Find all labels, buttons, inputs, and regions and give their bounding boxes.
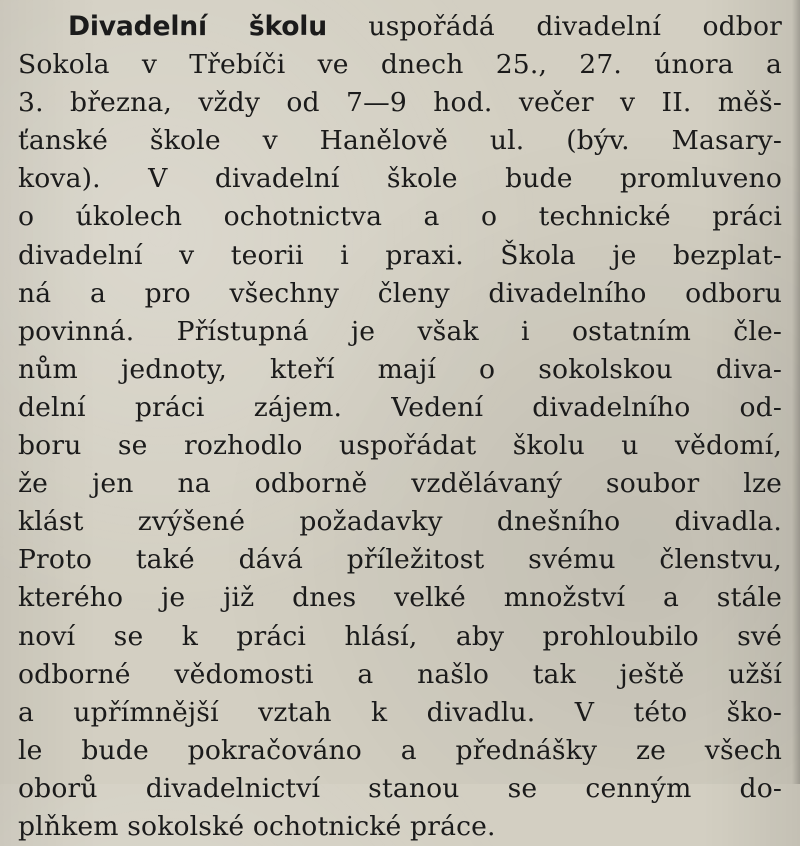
text-line-3: 3. března, vždy od 7—9 hod. večer v II. měš- — [18, 87, 782, 119]
text-line-1-rest: uspořádá divadelní odbor — [326, 11, 782, 42]
text-line-1 — [18, 8, 782, 46]
text-line-9: povinná. Přístupná je však i ostatním čle- — [18, 315, 782, 347]
text-line-18: odborné vědomosti a našlo tak ještě užší — [18, 658, 782, 690]
text-line-17: noví se k práci hlásí, aby prohloubilo své — [18, 620, 782, 652]
text-line-15: Proto také dává příležitost svému členstvu, — [18, 544, 782, 576]
text-line-7: divadelní v teorii i praxi. Škola je bezplat- — [18, 239, 782, 271]
text-line-20: le bude pokračováno a přednášky ze všech — [18, 734, 782, 766]
text-line-12: boru se rozhodlo uspořádat školu u vědomí, — [18, 430, 782, 462]
headline-lead: Divadelní školu — [68, 11, 327, 42]
text-line-5: kova). V divadelní škole bude promluveno — [18, 163, 782, 195]
text-line-6: o úkolech ochotnictva a o technické práci — [18, 201, 782, 233]
text-line-21: oborů divadelnictví stanou se cenným do- — [18, 772, 782, 804]
text-line-22: plňkem sokolské ochotnické práce. — [18, 810, 496, 842]
text-line-2: Sokola v Třebíči ve dnech 25., 27. února a — [18, 49, 782, 81]
text-line-10: nům jednoty, kteří mají o sokolskou diva- — [18, 353, 782, 385]
paper-edge-shadow — [792, 0, 800, 784]
text-line-4: ťanské škole v Hanělově ul. (býv. Masary- — [18, 125, 782, 157]
text-line-8: ná a pro všechny členy divadelního odboru — [18, 277, 782, 309]
text-line-13: že jen na odborně vzdělávaný soubor lze — [18, 468, 782, 500]
text-line-11: delní práci zájem. Vedení divadelního od- — [18, 391, 782, 423]
text-line-19: a upřímnější vztah k divadlu. V této ško- — [18, 696, 782, 728]
text-line-14: klást zvýšené požadavky dnešního divadla. — [18, 506, 782, 538]
text-line-16: kterého je již dnes velké množství a stále — [18, 582, 782, 614]
